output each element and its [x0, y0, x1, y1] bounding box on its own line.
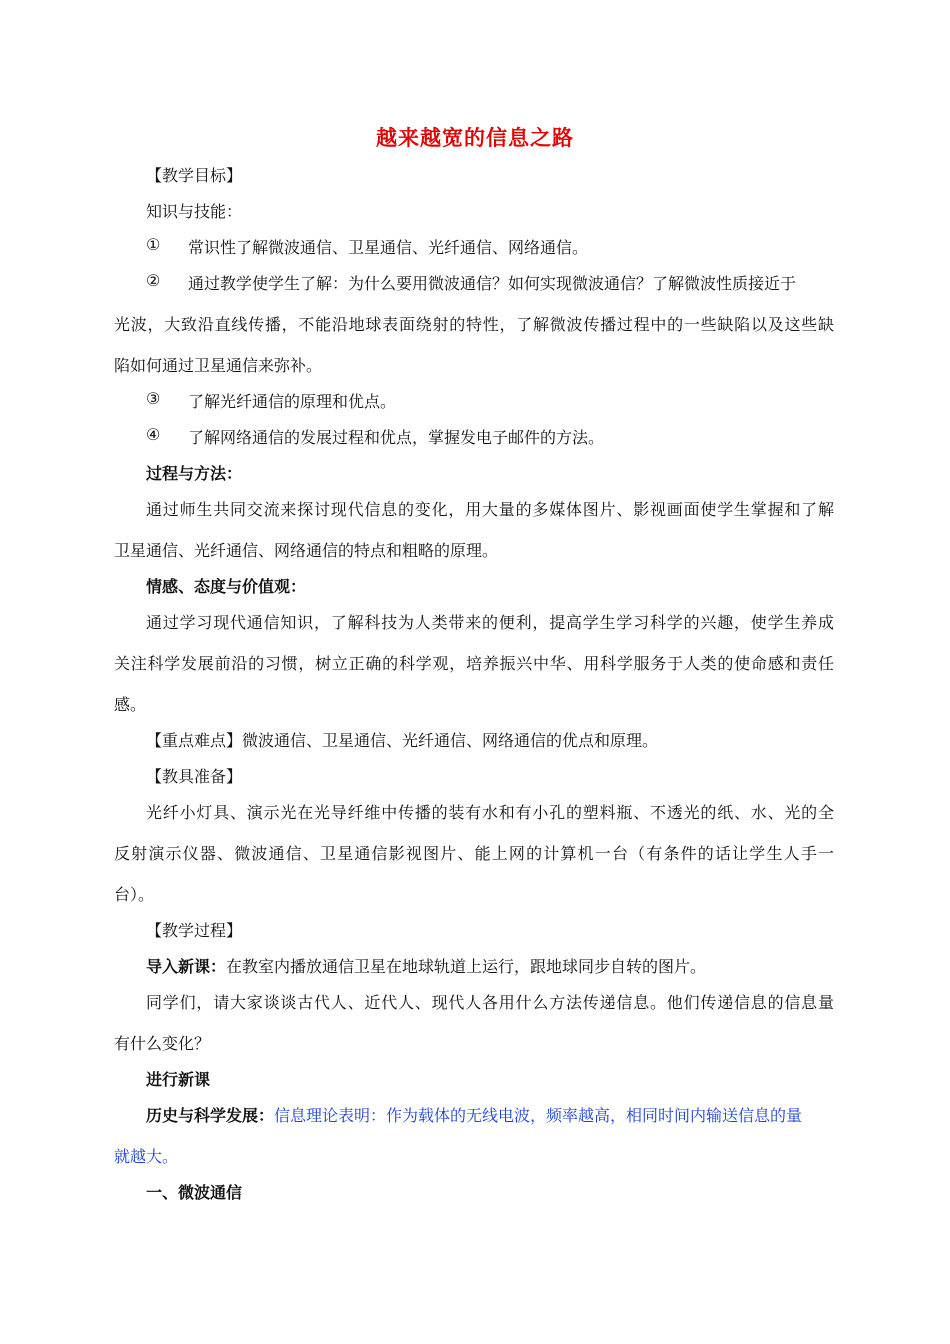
item-text: 了解光纤通信的原理和优点。	[188, 392, 397, 411]
item-text-continued: 陷如何通过卫星通信来弥补。	[114, 356, 323, 375]
intro-text: 在教室内播放通信卫星在地球轨道上运行，跟地球同步自转的图片。	[226, 957, 707, 976]
paragraph: 反射演示仪器、微波通信、卫星通信影视图片、能上网的计算机一台（有条件的话让学生人手一	[114, 844, 834, 863]
history-text-continued: 就越大。	[114, 1147, 179, 1166]
page-title: 越来越宽的信息之路	[376, 125, 574, 150]
item-number: ①	[146, 235, 161, 254]
knowledge-heading: 知识与技能：	[146, 202, 243, 221]
objectives-heading: 【教学目标】	[146, 166, 243, 185]
tools-heading: 【教具准备】	[146, 767, 243, 786]
emotion-heading: 情感、态度与价值观：	[146, 577, 307, 596]
section-heading: 一、微波通信	[146, 1183, 243, 1202]
history-label: 历史与科学发展：	[146, 1106, 275, 1125]
paragraph: 感。	[114, 695, 147, 714]
paragraph: 通过学习现代通信知识，了解科技为人类带来的便利，提高学生学习科学的兴趣，使学生养成	[146, 613, 834, 632]
new-lesson-heading: 进行新课	[146, 1070, 211, 1089]
item-number: ③	[146, 389, 161, 408]
process-heading: 过程与方法：	[146, 464, 243, 483]
paragraph: 光纤小灯具、演示光在光导纤维中传播的装有水和有小孔的塑料瓶、不透光的纸、水、光的全	[146, 803, 834, 822]
item-number: ④	[146, 425, 161, 444]
paragraph: 通过师生共同交流来探讨现代信息的变化，用大量的多媒体图片、影视画面使学生掌握和了解	[146, 500, 834, 519]
item-number: ②	[146, 271, 161, 290]
item-text: 通过教学使学生了解：为什么要用微波通信？如何实现微波通信？了解微波性质接近于	[188, 274, 797, 293]
intro-line	[146, 954, 706, 977]
item-text: 了解网络通信的发展过程和优点，掌握发电子邮件的方法。	[188, 428, 605, 447]
history-line	[146, 1103, 802, 1126]
process-section-heading: 【教学过程】	[146, 921, 243, 940]
paragraph: 关注科学发展前沿的习惯，树立正确的科学观，培养振兴中华、用科学服务于人类的使命感和责任	[114, 654, 834, 673]
intro-label: 导入新课：	[146, 957, 227, 976]
paragraph: 有什么变化？	[114, 1034, 211, 1053]
paragraph: 卫星通信、光纤通信、网络通信的特点和粗略的原理。	[114, 541, 499, 560]
item-text-continued: 光波，大致沿直线传播，不能沿地球表面绕射的特性，了解微波传播过程中的一些缺陷以及这些缺	[114, 315, 834, 334]
item-text: 常识性了解微波通信、卫星通信、光纤通信、网络通信。	[188, 238, 589, 257]
paragraph: 台）。	[114, 885, 155, 904]
history-text: 信息理论表明：作为载体的无线电波，频率越高，相同时间内输送信息的量	[274, 1106, 803, 1125]
paragraph: 同学们，请大家谈谈古代人、近代人、现代人各用什么方法传递信息。他们传递信息的信息量	[146, 993, 834, 1012]
keypoints: 【重点难点】微波通信、卫星通信、光纤通信、网络通信的优点和原理。	[146, 731, 659, 750]
